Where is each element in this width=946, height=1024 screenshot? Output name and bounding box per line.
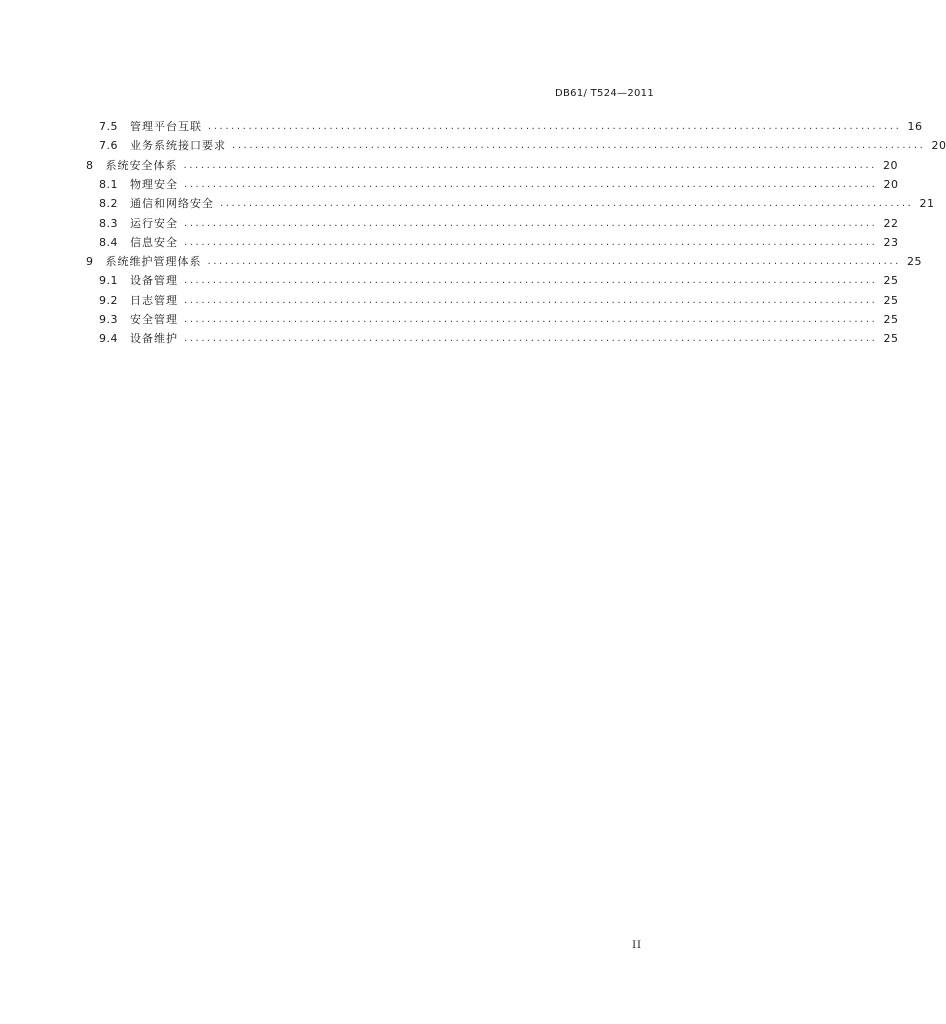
- toc-entry-title: 安全管理: [130, 313, 178, 326]
- toc-entry-9[interactable]: [86, 252, 922, 271]
- toc-entry-title: 信息安全: [130, 235, 178, 249]
- toc-entry-title: 系统维护管理体系: [105, 255, 202, 269]
- toc-entry-page: 22: [883, 216, 899, 230]
- toc-entry-page: 23: [883, 235, 899, 249]
- toc-dot-leader: ........................................................................................................................: [220, 198, 914, 210]
- toc-entry-9-4[interactable]: [99, 329, 899, 348]
- toc-entry-number: 9: [86, 255, 94, 269]
- toc-entry-9-3[interactable]: [99, 310, 899, 329]
- toc-entry-8[interactable]: [86, 156, 898, 175]
- toc-entry-title: 运行安全: [130, 216, 178, 230]
- toc-entry-8-3[interactable]: [99, 214, 899, 233]
- standard-number-header: DB61/ T524—2011: [555, 88, 654, 99]
- toc-entry-number: 8.2: [99, 197, 118, 211]
- toc-dot-leader: ........................................................................................................................: [184, 178, 878, 190]
- toc-entry-number: 9.3: [99, 313, 118, 326]
- toc-dot-leader: ........................................................................................................................: [207, 256, 901, 268]
- toc-dot-leader: ........................................................................................................................: [184, 236, 878, 248]
- toc-entry-number: 9.2: [99, 293, 118, 307]
- toc-entry-page: 21: [919, 197, 935, 211]
- toc-entry-8-2[interactable]: [99, 194, 935, 213]
- toc-entry-7-5[interactable]: [99, 117, 923, 136]
- toc-entry-9-1[interactable]: [99, 271, 899, 290]
- toc-entry-number: 8.4: [99, 235, 118, 249]
- toc-dot-leader: ........................................................................................................................: [184, 294, 878, 306]
- toc-entry-number: 8.1: [99, 177, 118, 191]
- toc-entry-7-6[interactable]: [99, 136, 946, 155]
- page-number-roman: II: [632, 940, 642, 951]
- toc-entry-9-2[interactable]: [99, 291, 899, 310]
- toc-entry-page: 16: [907, 120, 923, 133]
- toc-entry-page: 25: [883, 332, 899, 346]
- toc-entry-number: 9.1: [99, 274, 118, 288]
- toc-dot-leader: ........................................................................................................................: [184, 314, 878, 325]
- toc-entry-title: 设备维护: [130, 332, 178, 346]
- toc-entry-page: 20: [883, 177, 899, 191]
- toc-entry-title: 设备管理: [130, 274, 178, 288]
- toc-entry-number: 7.6: [99, 139, 118, 153]
- toc-entry-number: 7.5: [99, 120, 118, 133]
- toc-dot-leader: ........................................................................................................................: [208, 121, 902, 132]
- toc-entry-page: 25: [906, 255, 922, 269]
- toc-entry-number: 8.3: [99, 216, 118, 230]
- toc-dot-leader: ........................................................................................................................: [184, 333, 878, 345]
- toc-dot-leader: ........................................................................................................................: [184, 217, 878, 229]
- toc-entry-8-4[interactable]: [99, 233, 899, 252]
- toc-dot-leader: ........................................................................................................................: [184, 275, 878, 287]
- toc-entry-title: 通信和网络安全: [130, 197, 214, 211]
- toc-entry-page: 20: [882, 158, 898, 172]
- toc-entry-number: 9.4: [99, 332, 118, 346]
- toc-entry-title: 物理安全: [130, 177, 178, 191]
- toc-dot-leader: ........................................................................................................................: [183, 159, 877, 171]
- toc-entry-title: 日志管理: [130, 293, 178, 307]
- toc-entry-number: 8: [86, 158, 94, 172]
- toc-entry-page: 25: [883, 274, 899, 288]
- toc-entry-title: 管理平台互联: [130, 120, 202, 133]
- toc-entry-page: 25: [883, 313, 899, 326]
- toc-dot-leader: ........................................................................................................................: [232, 140, 926, 152]
- toc-entry-title: 系统安全体系: [105, 158, 178, 172]
- toc-entry-page: 20: [931, 139, 946, 153]
- toc-entry-page: 25: [883, 293, 899, 307]
- toc-entry-title: 业务系统接口要求: [130, 139, 226, 153]
- toc-entry-8-1[interactable]: [99, 175, 899, 194]
